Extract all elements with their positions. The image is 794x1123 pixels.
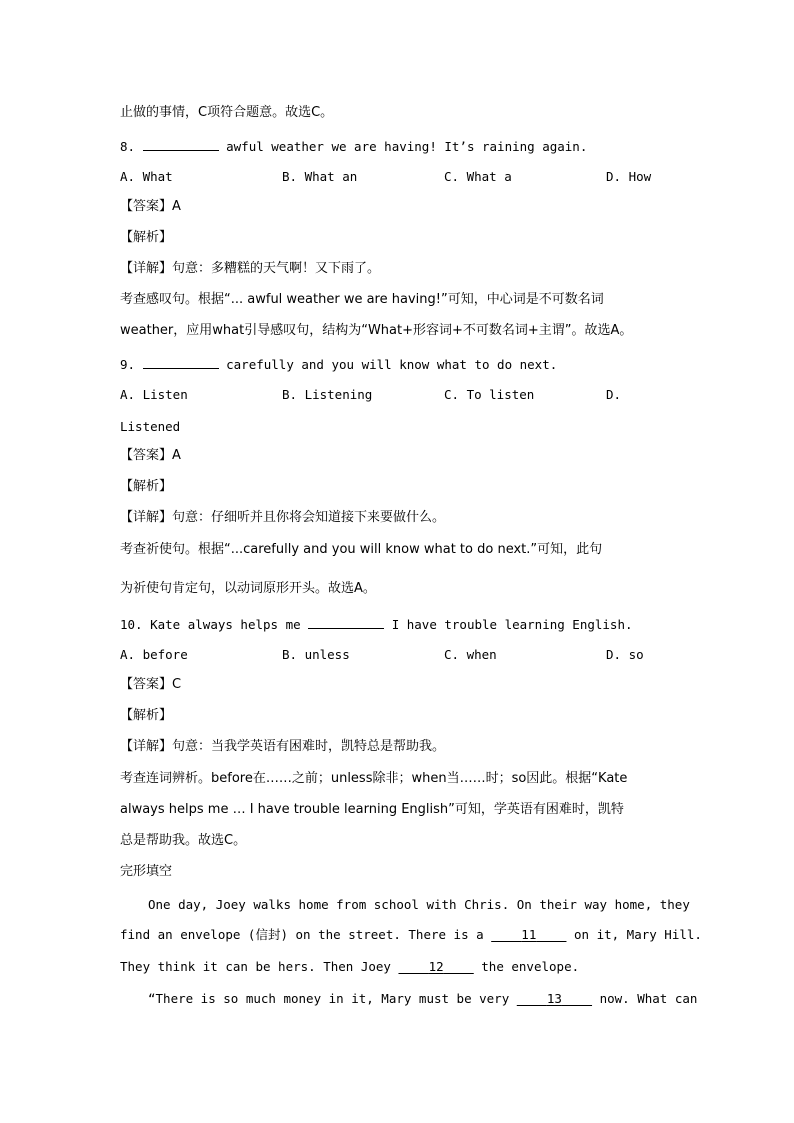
detail-text: 【详解】句意：当我学英语有困难时，凯特总是帮助我。: [120, 739, 446, 754]
analysis-heading: 【解析】: [120, 708, 173, 723]
cloze-text: the envelope.: [481, 959, 580, 974]
explanation-line: 为祈使句肯定句，以动词原形开头。故选A。: [120, 581, 376, 596]
option-c: C. What a: [444, 169, 512, 184]
blank-number: 13: [546, 991, 562, 1006]
question-text-before: Kate always helps me: [150, 617, 301, 632]
answer-blank: [143, 355, 219, 369]
cloze-blank-11: [491, 927, 566, 942]
question-text: awful weather we are having! It’s raining again.: [226, 139, 588, 154]
answer-blank: [143, 137, 219, 151]
explanation-line: 考查祈使句。根据“...carefully and you will know what to do next.”可知，此句: [120, 542, 603, 557]
cloze-text: now. What can: [599, 991, 698, 1006]
section-heading: 完形填空: [120, 864, 173, 879]
question-8-stem: [120, 137, 587, 156]
question-text: carefully and you will know what to do next.: [226, 357, 558, 372]
explanation-line: 总是帮助我。故选C。: [120, 833, 247, 848]
option-d: D. How: [606, 169, 652, 184]
blank-number: 11: [521, 927, 537, 942]
option-c: C. when: [444, 647, 497, 662]
option-c: C. To listen: [444, 387, 535, 402]
cloze-blank-12: [398, 959, 473, 974]
detail-text: 【详解】句意：多糟糕的天气啊！又下雨了。: [120, 261, 381, 276]
option-b: B. What an: [282, 169, 358, 184]
previous-explanation-tail: 止做的事情，C项符合题意。故选C。: [120, 105, 334, 120]
explanation-line: weather，应用what引导感叹句，结构为“What+形容词+不可数名词+主谓”。故选A。: [120, 323, 633, 338]
analysis-heading: 【解析】: [120, 479, 173, 494]
answer-label: 【答案】A: [120, 199, 181, 214]
option-a: A. before: [120, 647, 188, 662]
explanation-line: 考查连词辨析。before在……之前；unless除非；when当……时；so因此。根据“Kate: [120, 771, 628, 786]
option-b: B. unless: [282, 647, 350, 662]
cloze-paragraph-line: [148, 990, 697, 1008]
question-number: 9.: [120, 357, 136, 372]
cloze-text: find an envelope (信封) on the street. There is a: [120, 927, 484, 942]
cloze-paragraph-line: [120, 926, 702, 944]
answer-label: 【答案】C: [120, 677, 182, 692]
option-d: D.: [606, 387, 622, 402]
question-number: 10.: [120, 617, 143, 632]
blank-number: 12: [428, 959, 444, 974]
explanation-line: always helps me … I have trouble learning English”可知，学英语有困难时，凯特: [120, 802, 624, 817]
answer-label: 【答案】A: [120, 448, 181, 463]
cloze-paragraph-line: [120, 958, 579, 976]
explanation-line: 考查感叹句。根据“... awful weather we are having!”可知，中心词是不可数名词: [120, 292, 604, 307]
question-10-stem: [120, 615, 633, 634]
question-number: 8.: [120, 139, 136, 154]
option-a: A. What: [120, 169, 173, 184]
detail-text: 【详解】句意：仔细听并且你将会知道接下来要做什么。: [120, 510, 446, 525]
analysis-heading: 【解析】: [120, 230, 173, 245]
cloze-text: They think it can be hers. Then Joey: [120, 959, 391, 974]
question-text-after: I have trouble learning English.: [391, 617, 633, 632]
cloze-text: “There is so much money in it, Mary must be very: [148, 991, 510, 1006]
option-b: B. Listening: [282, 387, 373, 402]
option-d-text: Listened: [120, 419, 181, 434]
cloze-blank-13: [517, 991, 592, 1006]
option-d: D. so: [606, 647, 644, 662]
question-9-stem: [120, 355, 557, 374]
answer-blank: [308, 615, 384, 629]
cloze-paragraph-line: One day, Joey walks home from school with Chris. On their way home, they: [148, 897, 690, 912]
cloze-text: on it, Mary Hill.: [574, 927, 702, 942]
option-a: A. Listen: [120, 387, 188, 402]
